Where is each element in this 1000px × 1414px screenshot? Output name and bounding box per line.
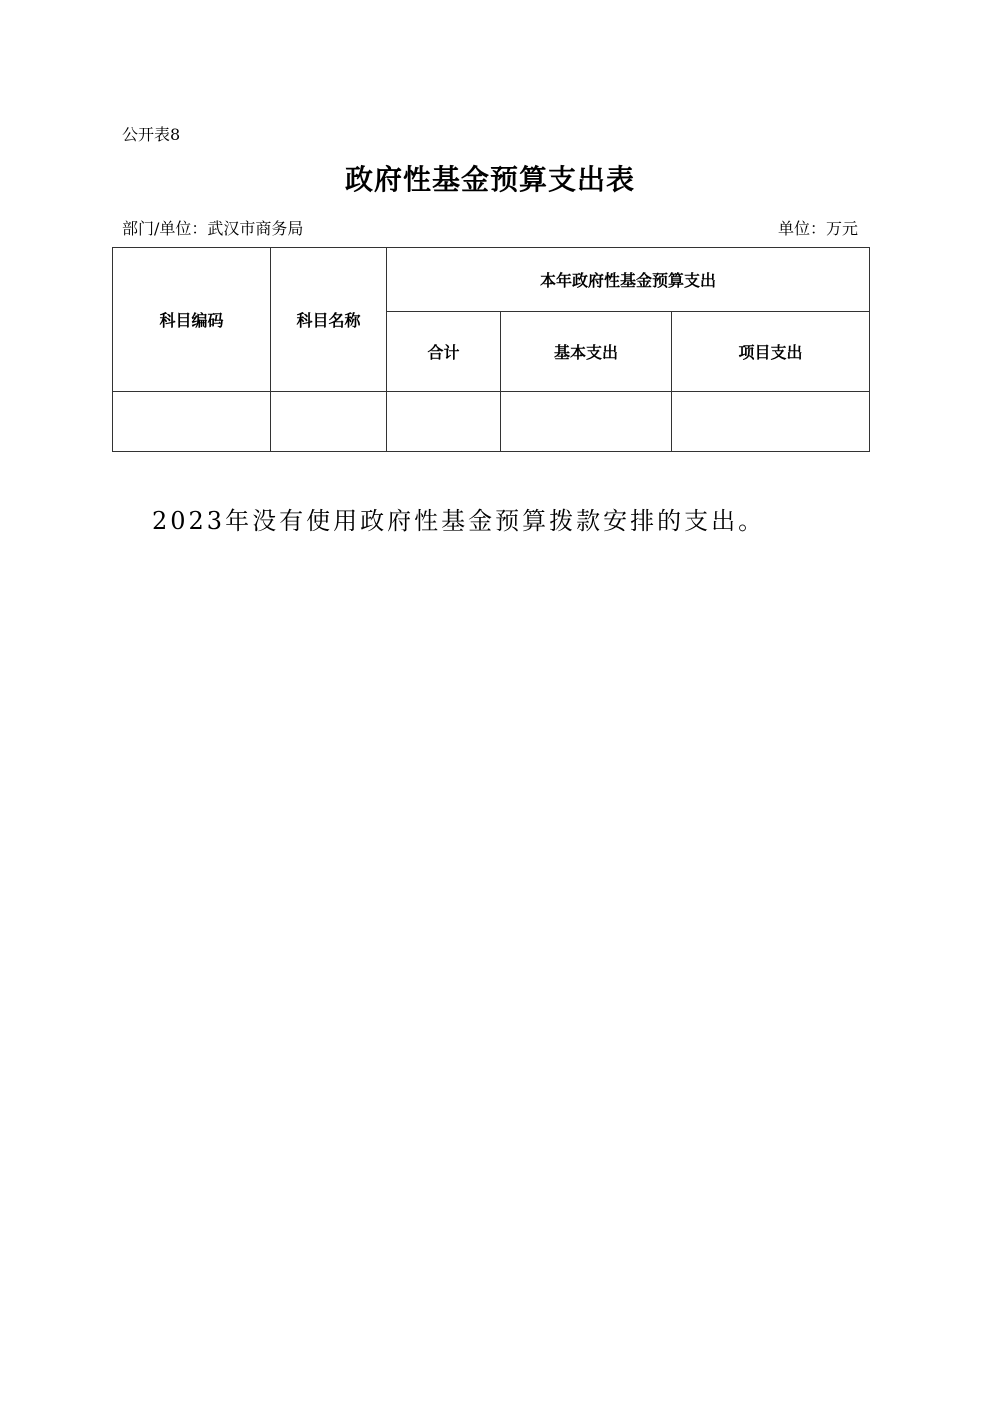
header-total: 合计 xyxy=(387,312,501,392)
header-subject-name: 科目名称 xyxy=(271,248,387,392)
document-title: 政府性基金预算支出表 xyxy=(344,163,635,196)
cell-subject-code xyxy=(113,392,271,452)
budget-table xyxy=(112,247,870,452)
cell-subject-name xyxy=(271,392,387,452)
table-header-row xyxy=(113,248,870,312)
header-current-year-expenditure: 本年政府性基金预算支出 xyxy=(387,248,870,312)
table-row xyxy=(113,392,870,452)
document-label: 公开表8 xyxy=(122,125,181,144)
cell-project-expenditure xyxy=(672,392,870,452)
cell-total xyxy=(387,392,501,452)
cell-basic-expenditure xyxy=(501,392,672,452)
department-label: 部门/单位：武汉市商务局 xyxy=(122,219,304,238)
explanatory-note: 2023年没有使用政府性基金预算拨款安排的支出。 xyxy=(152,507,766,535)
unit-label: 单位：万元 xyxy=(777,219,858,238)
header-project-expenditure: 项目支出 xyxy=(672,312,870,392)
header-subject-code: 科目编码 xyxy=(113,248,271,392)
header-basic-expenditure: 基本支出 xyxy=(501,312,672,392)
